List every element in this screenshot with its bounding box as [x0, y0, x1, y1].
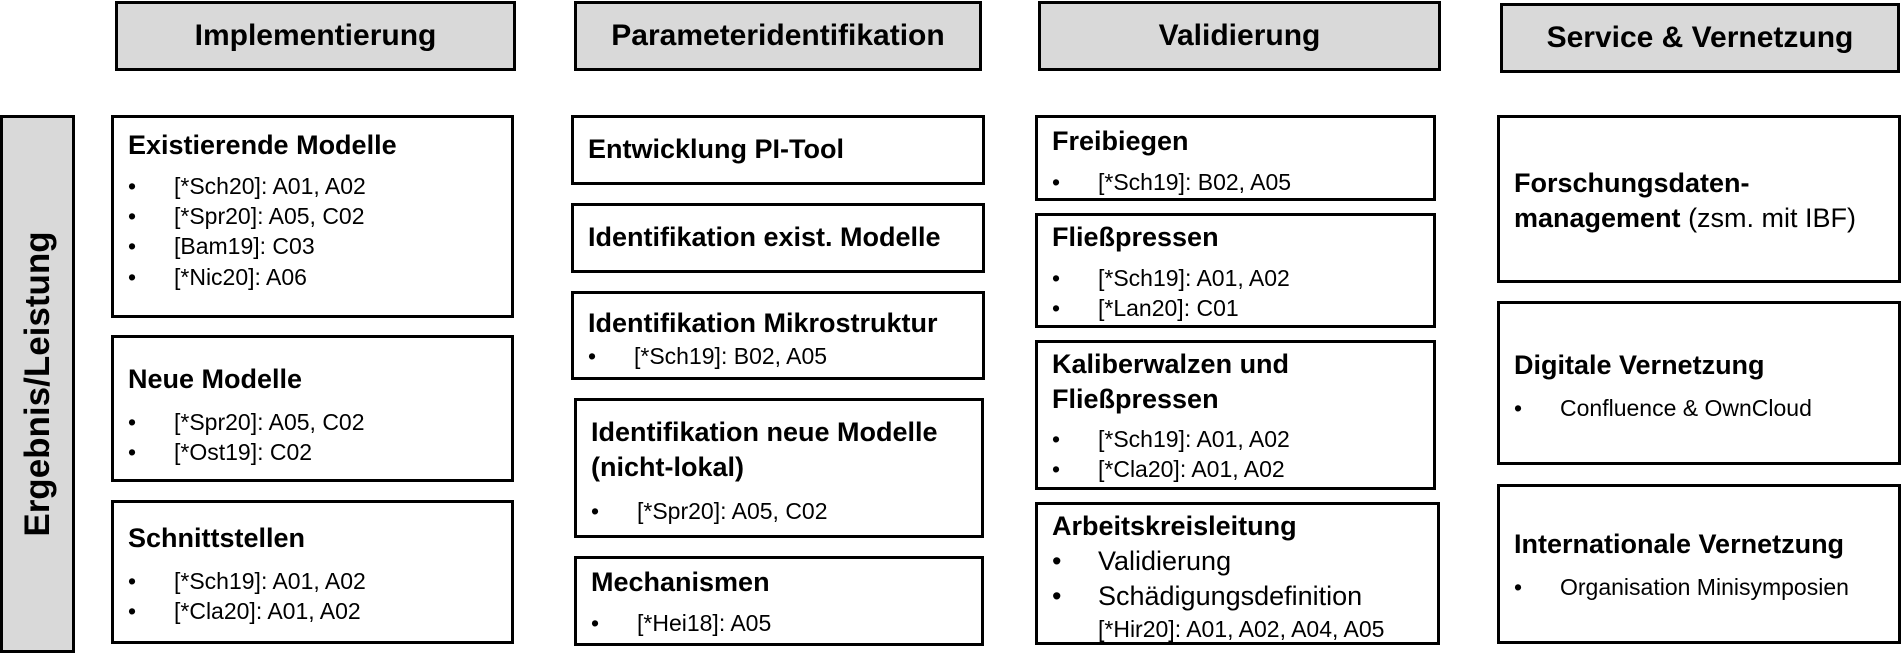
item-list: [1514, 572, 1884, 602]
item-list: [1052, 544, 1423, 615]
box-forschungsdatenmanagement: [1497, 115, 1901, 283]
item-list: [128, 407, 497, 468]
box-title: Freibiegen: [1052, 126, 1189, 156]
box-title: Forschungsdaten-: [1514, 168, 1750, 198]
box-title-line-2: (nicht-lokal): [591, 451, 744, 482]
box-title-main: management: [1514, 202, 1681, 233]
list-item: • Confluence & OwnCloud: [1514, 393, 1884, 423]
box-title: Mechanismen: [591, 567, 770, 597]
row-label: [0, 115, 75, 653]
box-title: Internationale Vernetzung: [1514, 529, 1845, 559]
item-list: [1052, 263, 1419, 324]
column-header-implementierung: Implementierung: [115, 1, 516, 71]
box-freibiegen: [1035, 115, 1436, 201]
list-item: • [*Sch19]: B02, A05: [1052, 167, 1419, 197]
box-title-line-2: [1514, 201, 1884, 236]
list-item: • Validierung: [1052, 544, 1423, 580]
list-item: • [*Hei18]: A05: [591, 608, 967, 638]
box-title: Identifikation neue Modelle: [591, 417, 938, 447]
list-item: • [*Sch19]: A01, A02: [128, 566, 497, 596]
box-internationale-vernetzung: [1497, 484, 1901, 644]
item-list: [1052, 424, 1419, 485]
list-item: • [*Spr20]: A05, C02: [128, 201, 497, 231]
reference-line: [*Hir20]: A01, A02, A04, A05: [1098, 615, 1385, 642]
item-list: [591, 496, 967, 526]
list-item: • [*Cla20]: A01, A02: [128, 596, 497, 626]
item-list: [588, 341, 968, 371]
box-existierende-modelle: [111, 115, 514, 318]
list-item: • [*Sch19]: A01, A02: [1052, 424, 1419, 454]
list-item: • [*Cla20]: A01, A02: [1052, 454, 1419, 484]
box-title: Schnittstellen: [128, 523, 306, 553]
item-list: [1514, 393, 1884, 423]
list-item: • [*Spr20]: A05, C02: [591, 496, 967, 526]
box-title: Existierende Modelle: [128, 130, 397, 160]
list-item: • [*Sch20]: A01, A02: [128, 171, 497, 201]
list-item: • [*Spr20]: A05, C02: [128, 407, 497, 437]
column-header-validierung: Validierung: [1038, 1, 1441, 71]
box-identifikation-mikrostruktur: [571, 291, 985, 380]
box-fliesspressen: [1035, 213, 1436, 328]
item-list: [128, 566, 497, 627]
box-title: Fließpressen: [1052, 222, 1219, 252]
box-title: Digitale Vernetzung: [1514, 350, 1765, 380]
box-identifikation-exist-modelle: [571, 203, 985, 273]
box-mechanismen: [574, 556, 984, 646]
box-title: Neue Modelle: [128, 364, 303, 394]
box-arbeitskreisleitung: [1035, 502, 1440, 645]
box-entwicklung-pi-tool: [571, 115, 985, 185]
box-title: Entwicklung PI-Tool: [588, 134, 844, 164]
box-title-suffix: (zsm. mit IBF): [1680, 202, 1857, 233]
box-digitale-vernetzung: [1497, 301, 1901, 465]
item-list: [1052, 167, 1419, 197]
list-item: • [*Nic20]: A06: [128, 262, 497, 292]
box-title: Identifikation exist. Modelle: [588, 222, 941, 252]
list-item: • [Bam19]: C03: [128, 231, 497, 261]
box-title: Arbeitskreisleitung: [1052, 511, 1297, 541]
item-list: [591, 608, 967, 638]
list-item: • [*Sch19]: B02, A05: [588, 341, 968, 371]
list-item: • Schädigungsdefinition: [1052, 579, 1423, 615]
list-item: • [*Lan20]: C01: [1052, 293, 1419, 323]
list-item: • Organisation Minisymposien: [1514, 572, 1884, 602]
item-list: [128, 171, 497, 292]
box-kaliberwalzen: [1035, 340, 1436, 490]
box-title-line-2: Fließpressen: [1052, 383, 1219, 414]
list-item: • [*Ost19]: C02: [128, 437, 497, 467]
box-neue-modelle: [111, 335, 514, 482]
column-header-service-vernetzung: Service & Vernetzung: [1500, 3, 1900, 73]
column-header-parameteridentifikation: Parameteridentifikation: [574, 1, 982, 71]
list-item: • [*Sch19]: A01, A02: [1052, 263, 1419, 293]
box-title: Identifikation Mikrostruktur: [588, 308, 938, 338]
box-schnittstellen: [111, 500, 514, 644]
box-title: Kaliberwalzen und: [1052, 349, 1290, 379]
box-identifikation-neue-modelle: [574, 398, 984, 538]
row-label-text: Ergebnis/Leistung: [17, 231, 57, 537]
